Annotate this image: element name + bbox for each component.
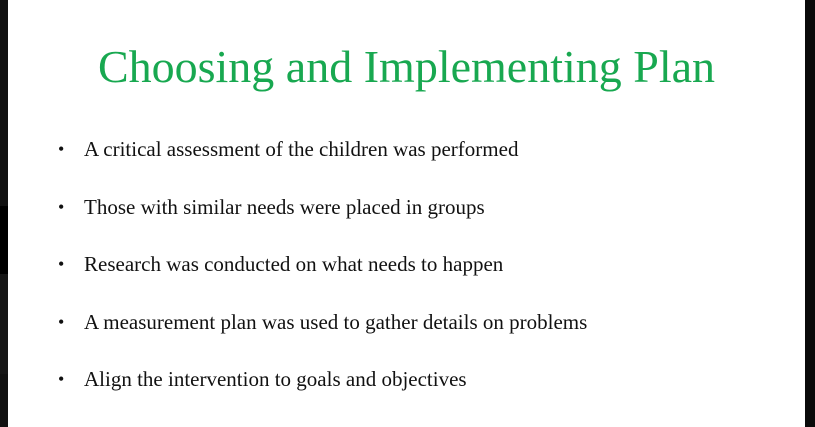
bullet-item xyxy=(56,362,587,420)
bullet-text: Align the intervention to goals and objectives xyxy=(84,367,467,391)
slide-canvas xyxy=(8,0,805,427)
bullet-dot-icon: • xyxy=(58,254,65,274)
left-edge-band xyxy=(0,274,8,374)
slide-title: Choosing and Implementing Plan xyxy=(97,41,716,92)
bullet-item xyxy=(56,190,587,248)
right-window-edge xyxy=(805,0,815,427)
bullet-text: Those with similar needs were placed in groups xyxy=(84,194,485,219)
left-window-edge xyxy=(0,0,8,427)
bullet-item xyxy=(56,132,587,190)
bullet-dot-icon: • xyxy=(58,311,65,332)
bullet-dot-icon: • xyxy=(58,196,65,217)
left-edge-band xyxy=(0,206,8,274)
bullet-list xyxy=(56,132,587,420)
bullet-dot-icon: • xyxy=(58,139,65,159)
bullet-dot-icon: • xyxy=(58,369,65,389)
bullet-text: Research was conducted on what needs to happen xyxy=(84,252,504,276)
bullet-item xyxy=(56,247,587,305)
bullet-item xyxy=(56,305,587,363)
bullet-text: A critical assessment of the children was performed xyxy=(84,137,519,161)
bullet-text: A measurement plan was used to gather details on problems xyxy=(84,309,588,334)
